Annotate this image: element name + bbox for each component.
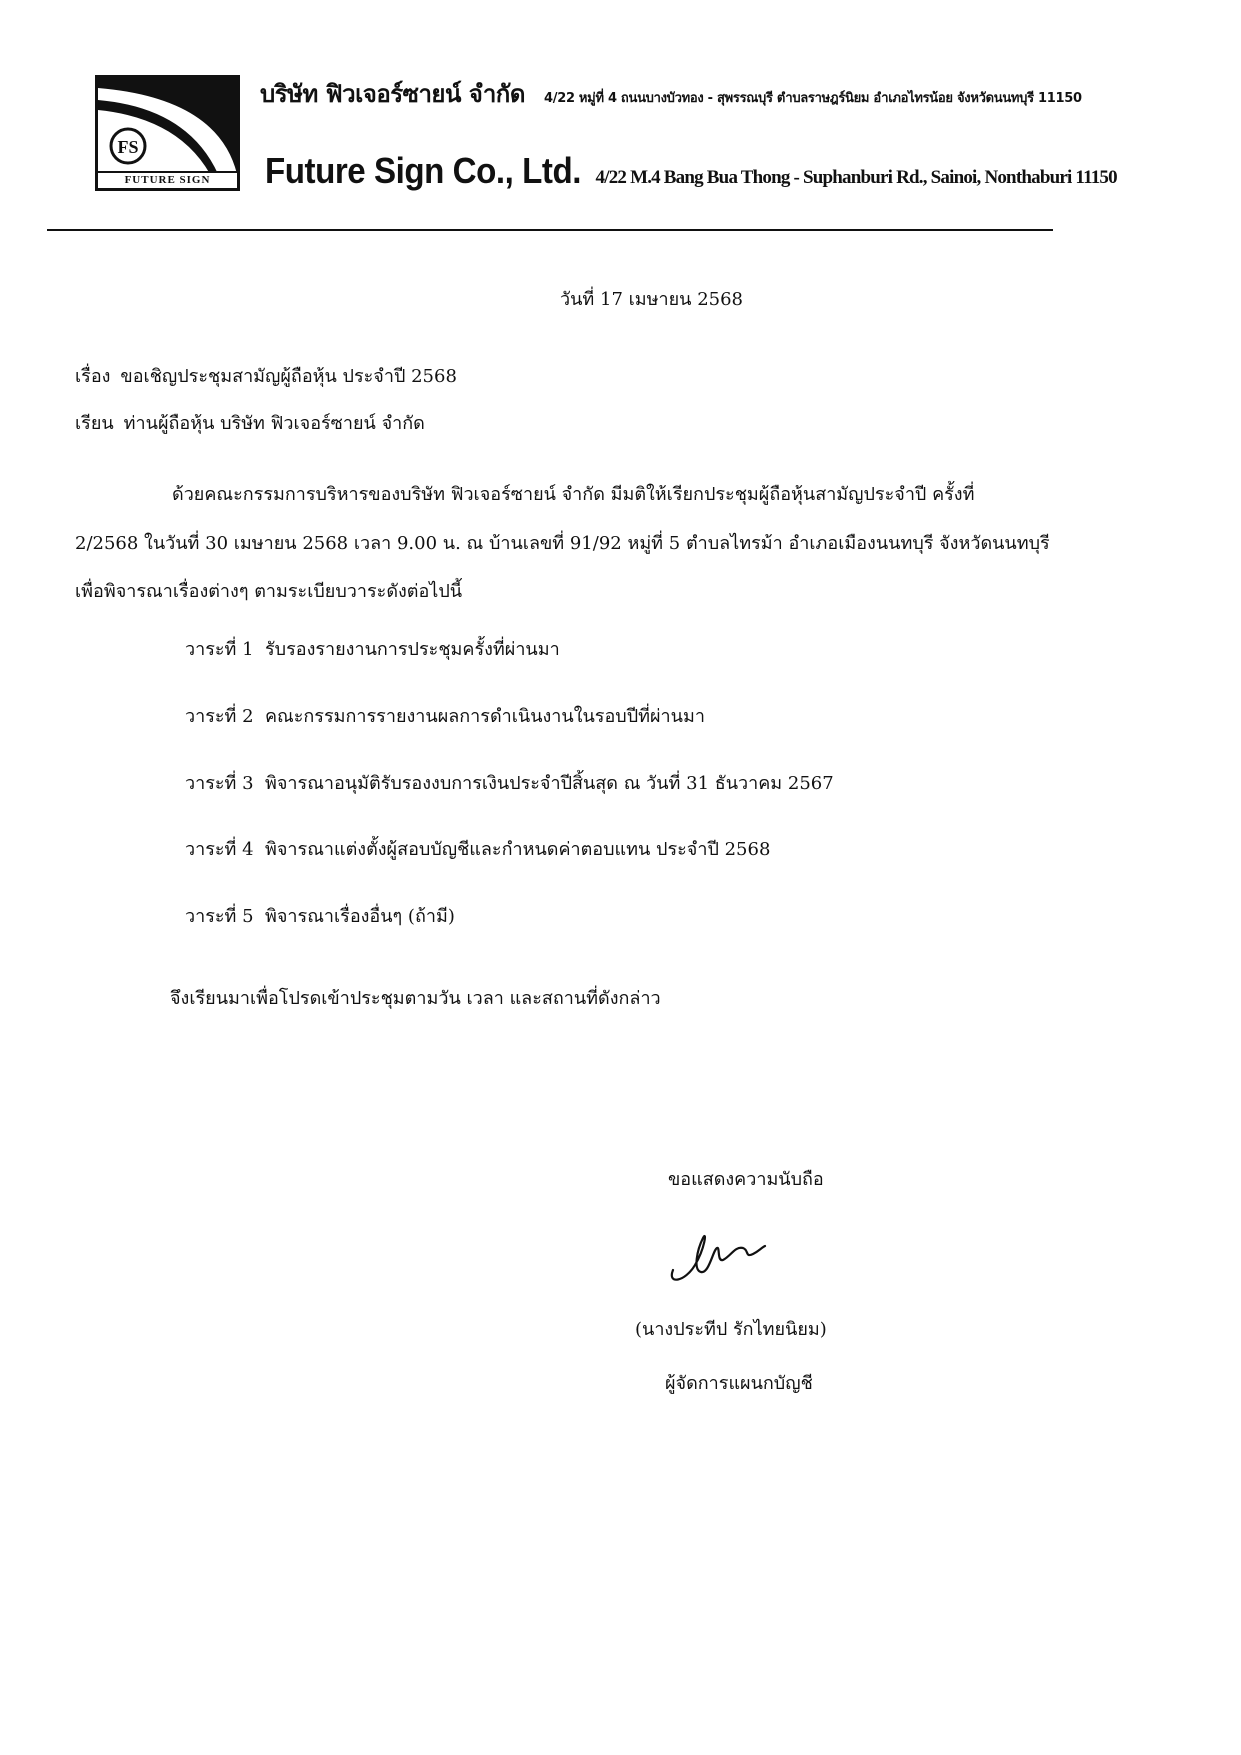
signature-icon	[665, 1210, 795, 1290]
agenda-number: วาระที่ 2	[185, 706, 254, 727]
agenda-number: วาระที่ 1	[185, 639, 254, 660]
agenda-text: พิจารณาแต่งตั้งผู้สอบบัญชีและกำหนดค่าตอบแทน ประจำปี 2568	[265, 839, 771, 860]
company-address-en: 4/22 M.4 Bang Bua Thong - Suphanburi Rd., Sainoi, Nonthaburi 11150	[595, 167, 1117, 188]
recipient-text: ท่านผู้ถือหุ้น บริษัท ฟิวเจอร์ซายน์ จำกัด	[123, 413, 425, 434]
agenda-item	[185, 905, 455, 929]
logo-swoosh-icon	[98, 78, 237, 174]
logo-monogram: FS	[117, 137, 139, 157]
agenda-item	[185, 772, 834, 796]
agenda-number: วาระที่ 4	[185, 839, 254, 860]
signer-position: ผู้จัดการแผนกบัญชี	[665, 1373, 813, 1394]
letter-date: วันที่ 17 เมษายน 2568	[560, 289, 743, 310]
agenda-text: คณะกรรมการรายงานผลการดำเนินงานในรอบปีที่ผ่านมา	[265, 706, 705, 727]
agenda-text: พิจารณาอนุมัติรับรองงบการเงินประจำปีสิ้นสุด ณ วันที่ 31 ธันวาคม 2567	[265, 773, 834, 794]
letterhead-thai	[260, 74, 1082, 113]
agenda-number: วาระที่ 3	[185, 773, 254, 794]
company-address-th: 4/22 หมู่ที่ 4 ถนนบางบัวทอง - สุพรรณบุรี ตำบลราษฎร์นิยม อำเภอไทรน้อย จังหวัดนนทบุรี 11150	[544, 91, 1082, 106]
recipient-label: เรียน	[75, 413, 114, 434]
recipient-line	[75, 412, 425, 436]
company-name-th: บริษัท ฟิวเจอร์ซายน์ จำกัด	[260, 80, 525, 108]
agenda-item	[185, 838, 770, 862]
body-line-2: 2/2568 ในวันที่ 30 เมษายน 2568 เวลา 9.00 น. ณ บ้านเลขที่ 91/92 หมู่ที่ 5 ตำบลไทรม้า อำเภอเมืองนนทบุรี จังหวัดนนทบุรี	[75, 533, 1050, 554]
company-name-en: Future Sign Co., Ltd.	[265, 150, 581, 191]
agenda-text: รับรองรายงานการประชุมครั้งที่ผ่านมา	[265, 639, 560, 660]
letterhead-english	[265, 150, 1117, 192]
agenda-item	[185, 638, 560, 662]
regards: ขอแสดงความนับถือ	[668, 1169, 824, 1190]
body-line-3: เพื่อพิจารณาเรื่องต่างๆ ตามระเบียบวาระดังต่อไปนี้	[75, 581, 463, 602]
company-logo	[95, 75, 240, 191]
signer-name: (นางประทีป รักไทยนิยม)	[635, 1319, 827, 1340]
agenda-item	[185, 705, 705, 729]
agenda-number: วาระที่ 5	[185, 906, 254, 927]
agenda-text: พิจารณาเรื่องอื่นๆ (ถ้ามี)	[265, 906, 455, 927]
body-line-1: ด้วยคณะกรรมการบริหารของบริษัท ฟิวเจอร์ซายน์ จำกัด มีมติให้เรียกประชุมผู้ถือหุ้นสามัญประจำปี ครั้งที่	[172, 484, 975, 505]
logo-caption: FUTURE SIGN	[98, 171, 237, 187]
letterhead-divider	[47, 229, 1053, 231]
subject-text: ขอเชิญประชุมสามัญผู้ถือหุ้น ประจำปี 2568	[120, 366, 457, 387]
closing-line: จึงเรียนมาเพื่อโปรดเข้าประชุมตามวัน เวลา และสถานที่ดังกล่าว	[170, 988, 661, 1009]
subject-label: เรื่อง	[75, 366, 111, 387]
subject-line	[75, 365, 457, 389]
